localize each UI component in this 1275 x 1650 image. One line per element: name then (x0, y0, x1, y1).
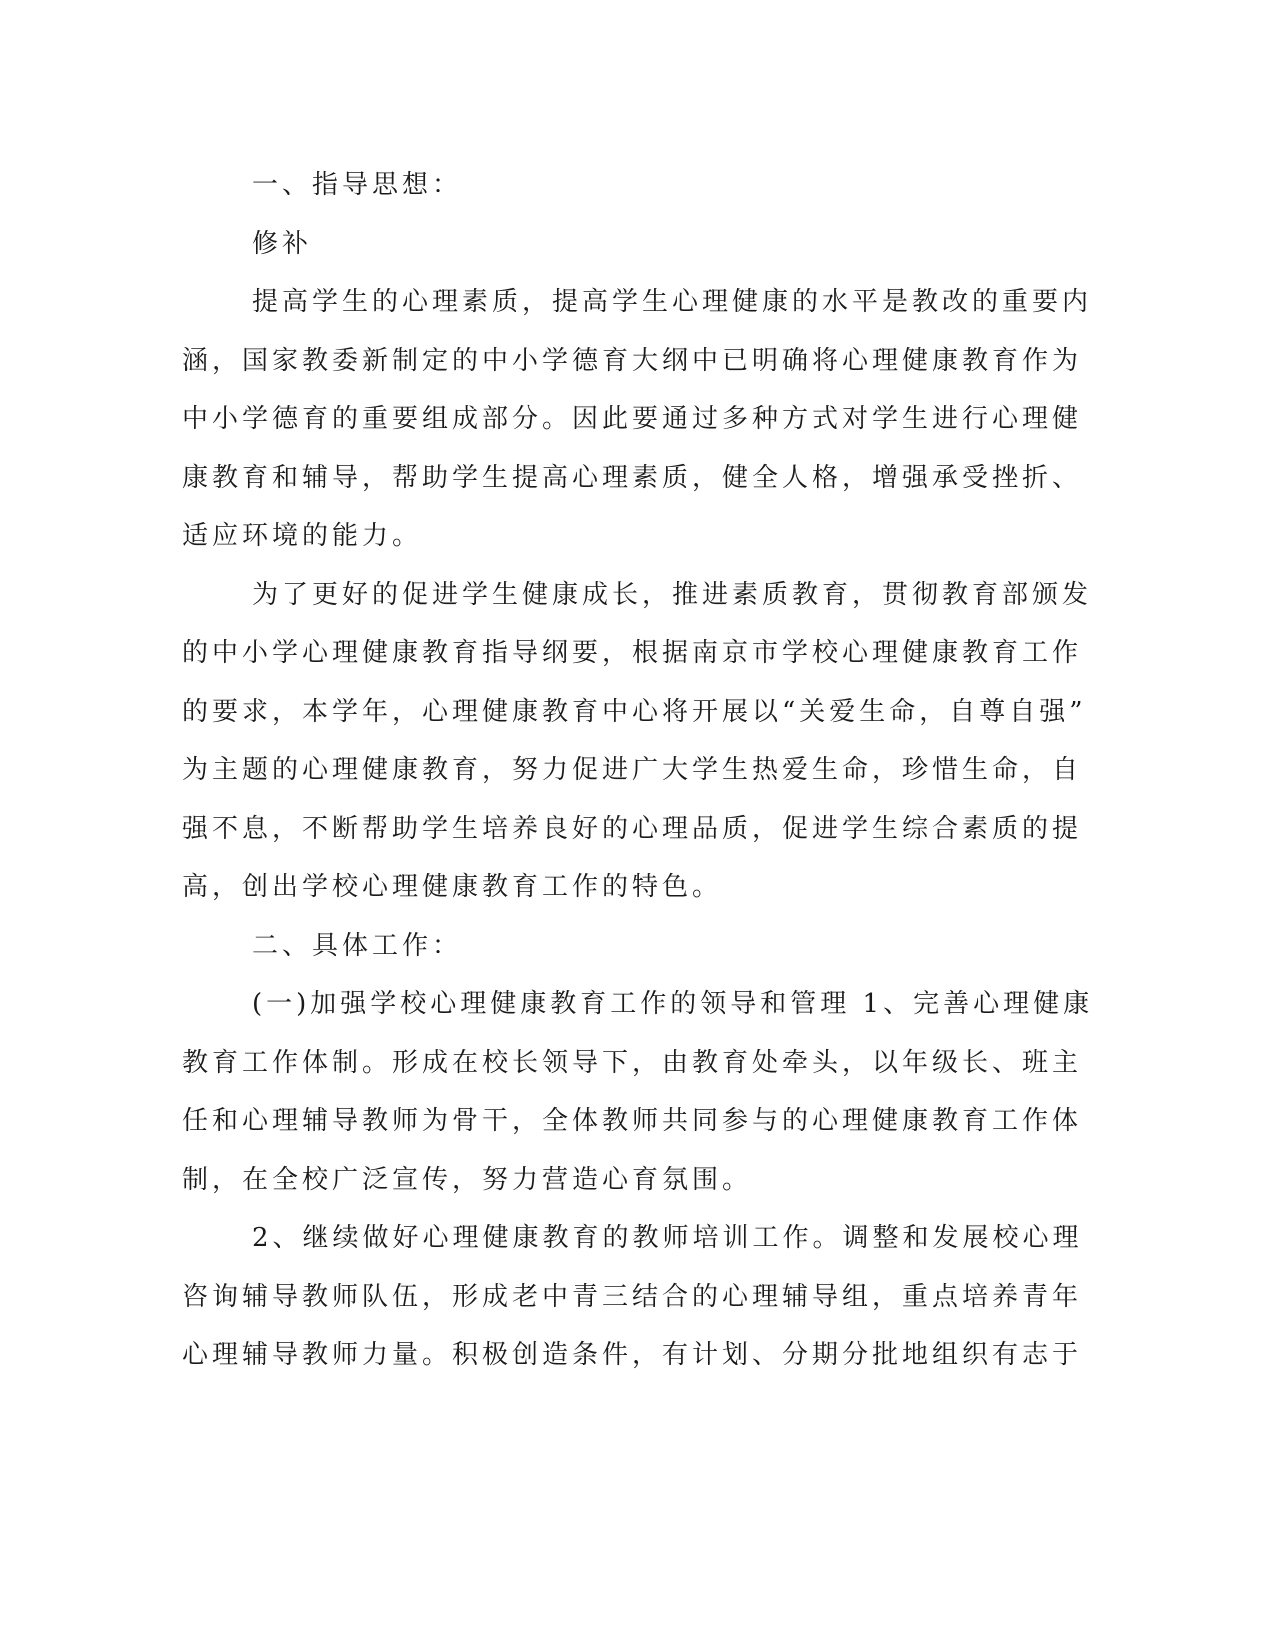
paragraph-line: 心理辅导教师力量。积极创造条件，有计划、分期分批地组织有志于 (182, 1340, 1083, 1370)
paragraph-line: 适应环境的能力。 (182, 521, 423, 551)
paragraph-line: 任和心理辅导教师为骨干，全体教师共同参与的心理健康教育工作体 (182, 1106, 1083, 1136)
paragraph-line: 2、继续做好心理健康教育的教师培训工作。调整和发展校心理 (252, 1223, 1083, 1253)
paragraph-line: 高，创出学校心理健康教育工作的特色。 (182, 872, 723, 902)
paragraph-line: (一)加强学校心理健康教育工作的领导和管理 1、完善心理健康 (252, 989, 1094, 1019)
heading-guiding-thought: 一、指导思想： (252, 170, 463, 200)
document-page (182, 156, 1094, 1385)
paragraph-line: 提高学生的心理素质，提高学生心理健康的水平是教改的重要内 (252, 287, 1093, 317)
text-line: 修补 (252, 228, 313, 259)
paragraph-line: 制，在全校广泛宣传，努力营造心育氛围。 (182, 1164, 753, 1195)
paragraph-line: 为了更好的促进学生健康成长，推进素质教育，贯彻教育部颁发 (252, 579, 1093, 610)
paragraph-line: 中小学德育的重要组成部分。因此要通过多种方式对学生进行心理健 (182, 404, 1083, 434)
paragraph-line: 涵，国家教委新制定的中小学德育大纲中已明确将心理健康教育作为 (182, 345, 1083, 376)
paragraph-line: 康教育和辅导，帮助学生提高心理素质，健全人格，增强承受挫折、 (182, 462, 1083, 493)
paragraph-line: 的要求，本学年，心理健康教育中心将开展以“关爱生命，自尊自强” (182, 696, 1087, 727)
paragraph-line: 教育工作体制。形成在校长领导下，由教育处牵头，以年级长、班主 (182, 1047, 1083, 1078)
paragraph-line: 为主题的心理健康教育，努力促进广大学生热爱生命，珍惜生命，自 (182, 755, 1083, 785)
paragraph-line: 强不息，不断帮助学生培养良好的心理品质，促进学生综合素质的提 (182, 813, 1083, 844)
heading-specific-work: 二、具体工作： (252, 930, 463, 961)
paragraph-line: 咨询辅导教师队伍，形成老中青三结合的心理辅导组，重点培养青年 (182, 1281, 1083, 1312)
paragraph-line: 的中小学心理健康教育指导纲要，根据南京市学校心理健康教育工作 (182, 638, 1083, 668)
